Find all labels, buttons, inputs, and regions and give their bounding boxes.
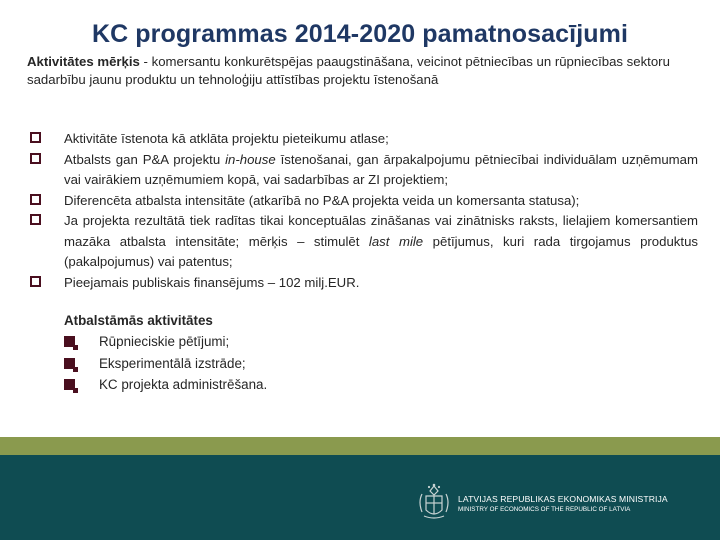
square-bullet-icon xyxy=(64,379,75,390)
activity-label: Eksperimentālā izstrāde; xyxy=(99,355,246,371)
square-bullet-icon xyxy=(30,153,41,164)
list-item xyxy=(30,129,698,150)
intro-text: - komersantu konkurētspējas paaugstināšana, veicinot pētniecības un rūpniecības sektoru sadarbību jaunu produktu un tehnoloģiju attīstības projektu īstenošanā xyxy=(27,54,670,87)
bullet-text-part: īstenošanai, gan ārpakalpojumu pētniecībai individuālam uzņēmumam vai vairākiem uzņēmumiem kopā, vai sadarbības ar ZI projektiem; xyxy=(64,151,698,187)
square-bullet-icon xyxy=(64,336,75,347)
ministry-name-en: MINISTRY OF ECONOMICS OF THE REPUBLIC OF LATVIA xyxy=(458,506,631,513)
activity-label: Rūpnieciskie pētījumi; xyxy=(99,334,230,350)
bullet-text: Pieejamais publiskais finansējums – 102 milj.EUR. xyxy=(64,274,360,290)
square-bullet-icon xyxy=(30,214,41,225)
list-item xyxy=(30,191,698,212)
supported-activities xyxy=(64,310,564,396)
bullet-text-emphasis: in-house xyxy=(225,151,276,167)
bullet-text: Diferencēta atbalsta intensitāte (atkarībā no P&A projekta veida un komersanta statusa); xyxy=(64,192,580,208)
bullet-list xyxy=(30,129,698,293)
square-bullet-icon xyxy=(30,276,41,287)
activities-heading: Atbalstāmās aktivitātes xyxy=(64,313,213,328)
list-item xyxy=(30,211,698,273)
list-item xyxy=(64,331,564,353)
list-item xyxy=(64,353,564,375)
intro-paragraph xyxy=(27,53,697,89)
list-item xyxy=(30,150,698,191)
footer-accent-band xyxy=(0,437,720,455)
intro-label: Aktivitātes mērķis xyxy=(27,54,140,69)
list-item xyxy=(64,374,564,396)
bullet-text-part: Atbalsts gan P&A projektu xyxy=(64,151,226,167)
bullet-text: Aktivitāte īstenota kā atklāta projektu pieteikumu atlase; xyxy=(64,131,389,146)
square-bullet-icon xyxy=(64,358,75,369)
bullet-text-emphasis: last mile xyxy=(368,233,424,249)
ministry-name-lv: LATVIJAS REPUBLIKAS EKONOMIKAS MINISTRIJA xyxy=(458,494,668,504)
square-bullet-icon xyxy=(30,194,41,205)
bullet-text-part: Ja projekta rezultātā tiek radītas tikai konceptuālas zināšanas vai zinātnisks raksts, lielajiem komersantiem mazāka atbalsta intensitāte; mērķis – stimulēt xyxy=(64,213,698,249)
list-item xyxy=(30,273,698,294)
activity-label: KC projekta administrēšana. xyxy=(99,377,268,393)
bullet-text-part: pētījumus, kuri rada tirgojamus produktus (pakalpojumus) vai patentus; xyxy=(64,233,698,269)
bullet-text xyxy=(64,211,698,273)
bullet-text xyxy=(64,150,698,191)
coat-of-arms-icon xyxy=(416,482,452,522)
square-bullet-icon xyxy=(30,132,41,143)
page-title: KC programmas 2014-2020 pamatnosacījumi xyxy=(91,20,629,48)
